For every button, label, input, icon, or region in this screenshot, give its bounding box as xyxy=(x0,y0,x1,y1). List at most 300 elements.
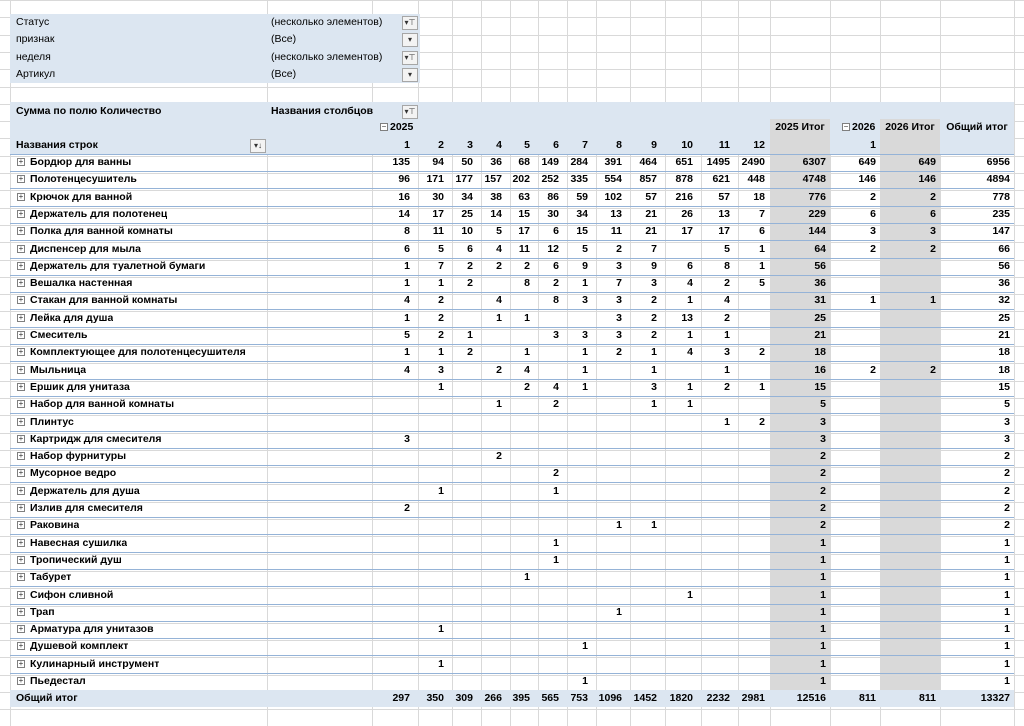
grand-total-cell: 2 xyxy=(1004,502,1010,514)
data-cell xyxy=(481,517,506,534)
data-cell xyxy=(596,552,626,569)
data-cell: 1 xyxy=(438,346,444,358)
data-cell: 8 xyxy=(404,225,410,237)
data-cell xyxy=(567,604,592,621)
data-cell: 1 xyxy=(724,329,730,341)
grand-total-cell: 1 xyxy=(1004,606,1010,618)
data-cell: 4 xyxy=(496,294,502,306)
week-2026-cell xyxy=(839,327,880,344)
data-cell: 3 xyxy=(616,329,622,341)
total-2025-cell: 1 xyxy=(820,640,826,652)
data-cell: 2 xyxy=(496,450,502,462)
grand-total-cell: 5 xyxy=(1004,398,1010,410)
row-label[interactable]: Душевой комплект xyxy=(30,640,129,652)
data-cell xyxy=(665,638,697,655)
data-cell xyxy=(596,673,626,690)
data-cell xyxy=(510,656,534,673)
data-cell: 651 xyxy=(675,156,693,168)
filter-value: (Все) xyxy=(271,33,297,45)
total-2026-cell xyxy=(880,604,940,621)
row-label[interactable]: Стакан для ванной комнаты xyxy=(30,294,178,306)
total-2026-cell xyxy=(880,638,940,655)
row-label[interactable]: Арматура для унитазов xyxy=(30,623,154,635)
data-cell: 1 xyxy=(438,381,444,393)
row-label[interactable]: Бордюр для ванны xyxy=(30,156,132,168)
data-cell: 149 xyxy=(541,156,559,168)
total-2025-cell: 25 xyxy=(814,312,826,324)
data-cell: 6 xyxy=(687,260,693,272)
total-cell: 753 xyxy=(570,692,588,704)
expand-row-icon[interactable]: + xyxy=(18,676,24,685)
week-2026-cell xyxy=(839,638,880,655)
data-cell: 2 xyxy=(651,294,657,306)
data-cell: 17 xyxy=(518,225,530,237)
data-cell xyxy=(738,535,769,552)
data-cell: 9 xyxy=(582,260,588,272)
grand-total-cell: 778 xyxy=(992,191,1010,203)
total-2025-cell: 2 xyxy=(820,519,826,531)
data-cell xyxy=(665,414,697,431)
data-cell xyxy=(481,621,506,638)
expand-row-icon[interactable]: + xyxy=(18,572,24,581)
grand-total-cell: 2 xyxy=(1004,467,1010,479)
data-cell: 1 xyxy=(651,398,657,410)
data-cell xyxy=(701,396,734,413)
column-filter-icon[interactable]: ▾⊤ xyxy=(402,105,418,119)
data-cell: 1 xyxy=(438,277,444,289)
row-label[interactable]: Набор для ванной комнаты xyxy=(30,398,175,410)
expand-row-icon[interactable]: + xyxy=(18,434,24,443)
total-2025-cell: 3 xyxy=(820,433,826,445)
expand-row-icon[interactable]: + xyxy=(18,520,24,529)
data-cell xyxy=(510,587,534,604)
week-2026-cell xyxy=(839,535,880,552)
grand-total-cell: 1 xyxy=(1004,537,1010,549)
row-label[interactable]: Полка для ванной комнаты xyxy=(30,225,173,237)
collapse-2026-icon[interactable]: − xyxy=(843,122,849,131)
data-cell: 4 xyxy=(524,364,530,376)
data-cell xyxy=(538,638,563,655)
data-cell xyxy=(596,621,626,638)
data-cell xyxy=(701,569,734,586)
data-cell xyxy=(538,414,563,431)
expand-row-icon[interactable]: + xyxy=(18,659,24,668)
data-cell: 3 xyxy=(553,329,559,341)
data-cell xyxy=(567,500,592,517)
collapse-2025-icon[interactable]: − xyxy=(381,122,387,131)
expand-row-icon[interactable]: + xyxy=(18,226,24,235)
expand-row-icon[interactable]: + xyxy=(18,295,24,304)
row-label[interactable]: Пьедестал xyxy=(30,675,86,687)
grand-total-cell: 147 xyxy=(992,225,1010,237)
data-cell xyxy=(372,517,414,534)
expand-row-icon[interactable]: + xyxy=(18,347,24,356)
data-cell xyxy=(452,448,477,465)
row-label[interactable]: Комплектующее для полотенцесушителя xyxy=(30,346,246,358)
total-2026-cell: 2 xyxy=(930,191,936,203)
grand-total-cell: 1 xyxy=(1004,623,1010,635)
total-2025-cell: 56 xyxy=(814,260,826,272)
data-cell: 59 xyxy=(576,191,588,203)
data-cell: 5 xyxy=(496,225,502,237)
expand-row-icon[interactable]: + xyxy=(18,399,24,408)
row-label[interactable]: Излив для смесителя xyxy=(30,502,143,514)
total-2026-cell xyxy=(880,344,940,361)
row-label[interactable]: Мусорное ведро xyxy=(30,467,117,479)
row-label[interactable]: Ершик для унитаза xyxy=(30,381,130,393)
data-cell: 14 xyxy=(398,208,410,220)
column-labels-header: Названия столбцов xyxy=(271,105,374,117)
week-2026-cell: 146 xyxy=(858,173,876,185)
expand-row-icon[interactable]: + xyxy=(18,486,24,495)
row-label[interactable]: Держатель для душа xyxy=(30,485,140,497)
total-2026-cell xyxy=(880,483,940,500)
data-cell xyxy=(701,483,734,500)
data-cell: 135 xyxy=(392,156,410,168)
week-2026-cell: 3 xyxy=(870,225,876,237)
data-cell xyxy=(665,535,697,552)
data-cell xyxy=(372,379,414,396)
total-2025-cell: 4748 xyxy=(802,173,826,185)
data-cell xyxy=(738,448,769,465)
row-label[interactable]: Держатель для полотенец xyxy=(30,208,168,220)
expand-row-icon[interactable]: + xyxy=(18,538,24,547)
data-cell xyxy=(567,396,592,413)
total-2025-cell: 36 xyxy=(814,277,826,289)
data-cell xyxy=(738,396,769,413)
expand-row-icon[interactable]: + xyxy=(18,209,24,218)
data-cell xyxy=(481,414,506,431)
data-cell xyxy=(596,379,626,396)
data-cell: 16 xyxy=(398,191,410,203)
data-cell xyxy=(538,500,563,517)
total-2026-cell xyxy=(880,414,940,431)
week-2026-cell xyxy=(839,673,880,690)
data-cell xyxy=(510,414,534,431)
data-cell xyxy=(538,587,563,604)
total-2026-cell xyxy=(880,465,940,482)
data-cell xyxy=(738,362,769,379)
data-cell xyxy=(372,604,414,621)
week-2026-cell xyxy=(839,552,880,569)
expand-row-icon[interactable]: + xyxy=(18,244,24,253)
expand-row-icon[interactable]: + xyxy=(18,261,24,270)
expand-row-icon[interactable]: + xyxy=(18,555,24,564)
data-cell xyxy=(567,517,592,534)
filter-value: (несколько элементов) xyxy=(271,51,383,63)
row-label[interactable]: Мыльница xyxy=(30,364,87,376)
total-week-2026-cell: 811 xyxy=(859,692,876,704)
data-cell: 50 xyxy=(461,156,473,168)
data-cell: 216 xyxy=(675,191,693,203)
data-cell xyxy=(738,569,769,586)
data-cell: 1 xyxy=(759,260,765,272)
data-cell xyxy=(630,448,661,465)
row-label[interactable]: Набор фурнитуры xyxy=(30,450,127,462)
total-2026-cell xyxy=(880,310,940,327)
data-cell xyxy=(481,673,506,690)
grid-line xyxy=(0,87,1024,88)
data-cell xyxy=(452,604,477,621)
data-cell: 1 xyxy=(724,364,730,376)
row-label[interactable]: Тропический душ xyxy=(30,554,122,566)
data-cell xyxy=(418,587,448,604)
data-cell xyxy=(538,673,563,690)
data-cell: 1 xyxy=(582,381,588,393)
data-cell: 3 xyxy=(404,433,410,445)
data-cell xyxy=(665,552,697,569)
data-cell xyxy=(738,673,769,690)
expand-row-icon[interactable]: + xyxy=(18,468,24,477)
data-cell: 1 xyxy=(616,606,622,618)
data-cell xyxy=(481,587,506,604)
data-cell xyxy=(452,379,477,396)
expand-row-icon[interactable]: + xyxy=(18,157,24,166)
data-cell: 2 xyxy=(404,502,410,514)
grand-total-cell: 4894 xyxy=(986,173,1010,185)
data-cell xyxy=(701,448,734,465)
total-2026-cell: 2 xyxy=(930,364,936,376)
filter-dropdown-icon[interactable]: ▾⊤ xyxy=(402,16,418,30)
expand-row-icon[interactable]: + xyxy=(18,624,24,633)
row-label[interactable]: Держатель для туалетной бумаги xyxy=(30,260,206,272)
data-cell: 34 xyxy=(576,208,588,220)
data-cell: 2 xyxy=(496,260,502,272)
data-cell: 1 xyxy=(496,398,502,410)
filter-dropdown-icon[interactable]: ▾⊤ xyxy=(402,51,418,65)
data-cell xyxy=(701,673,734,690)
week-header: 1 xyxy=(404,139,410,151)
expand-row-icon[interactable]: + xyxy=(18,417,24,426)
expand-row-icon[interactable]: + xyxy=(18,503,24,512)
row-label[interactable]: Вешалка настенная xyxy=(30,277,133,289)
row-label[interactable]: Кулинарный инструмент xyxy=(30,658,160,670)
total-2025-cell: 6307 xyxy=(802,156,826,168)
data-cell xyxy=(538,656,563,673)
data-cell xyxy=(452,638,477,655)
data-cell: 621 xyxy=(712,173,730,185)
data-cell xyxy=(372,638,414,655)
data-cell: 6 xyxy=(759,225,765,237)
grand-total-cell: 2 xyxy=(1004,519,1010,531)
data-cell xyxy=(665,465,697,482)
data-cell: 30 xyxy=(547,208,559,220)
data-cell xyxy=(418,638,448,655)
total-2025-cell: 2 xyxy=(820,450,826,462)
week-header: 3 xyxy=(467,139,473,151)
row-label[interactable]: Смеситель xyxy=(30,329,88,341)
week-2026-cell xyxy=(839,483,880,500)
expand-row-icon[interactable]: + xyxy=(18,590,24,599)
row-label[interactable]: Трап xyxy=(30,606,55,618)
data-cell: 1 xyxy=(582,675,588,687)
expand-row-icon[interactable]: + xyxy=(18,192,24,201)
total-2026-cell xyxy=(880,587,940,604)
week-header-2026: 1 xyxy=(870,139,876,151)
data-cell xyxy=(481,327,506,344)
data-cell: 2 xyxy=(438,329,444,341)
data-cell: 2 xyxy=(724,277,730,289)
row-label[interactable]: Картридж для смесителя xyxy=(30,433,162,445)
row-label[interactable]: Плинтус xyxy=(30,416,74,428)
data-cell: 5 xyxy=(724,243,730,255)
data-cell: 25 xyxy=(461,208,473,220)
expand-row-icon[interactable]: + xyxy=(18,330,24,339)
dropdown-icon[interactable]: ▾ xyxy=(402,68,418,82)
week-2026-cell: 2 xyxy=(870,243,876,255)
week-header: 6 xyxy=(553,139,559,151)
year-2025: 2025 xyxy=(390,121,414,133)
grand-total-cell: 1 xyxy=(1004,589,1010,601)
data-cell xyxy=(418,517,448,534)
row-label[interactable]: Крючок для ванной xyxy=(30,191,133,203)
row-label[interactable]: Табурет xyxy=(30,571,72,583)
total-2025-cell: 21 xyxy=(814,329,826,341)
data-cell xyxy=(567,552,592,569)
expand-row-icon[interactable]: + xyxy=(18,382,24,391)
week-header: 9 xyxy=(651,139,657,151)
data-cell: 7 xyxy=(759,208,765,220)
row-label[interactable]: Диспенсер для мыла xyxy=(30,243,141,255)
data-cell xyxy=(372,465,414,482)
total-cell: 2232 xyxy=(706,692,730,704)
data-cell: 8 xyxy=(724,260,730,272)
data-cell: 1 xyxy=(616,519,622,531)
data-cell: 1 xyxy=(404,277,410,289)
total-2026-cell xyxy=(880,656,940,673)
data-cell xyxy=(630,414,661,431)
data-cell: 1 xyxy=(438,485,444,497)
data-cell xyxy=(630,535,661,552)
data-cell: 554 xyxy=(604,173,622,185)
week-2026-cell: 2 xyxy=(870,364,876,376)
data-cell xyxy=(701,535,734,552)
expand-row-icon[interactable]: + xyxy=(18,313,24,322)
data-cell: 2 xyxy=(467,260,473,272)
data-cell xyxy=(510,621,534,638)
data-cell xyxy=(630,604,661,621)
data-cell: 3 xyxy=(651,277,657,289)
data-cell: 6 xyxy=(553,260,559,272)
grand-total-cell: 32 xyxy=(998,294,1010,306)
data-cell: 4 xyxy=(687,346,693,358)
row-label[interactable]: Лейка для душа xyxy=(30,312,114,324)
week-2026-cell xyxy=(839,344,880,361)
total-2025-cell: 18 xyxy=(814,346,826,358)
data-cell: 2 xyxy=(724,381,730,393)
grid-line xyxy=(0,709,1024,710)
data-cell: 6 xyxy=(553,225,559,237)
data-cell xyxy=(481,569,506,586)
data-cell xyxy=(510,673,534,690)
expand-row-icon[interactable]: + xyxy=(18,641,24,650)
data-cell: 1 xyxy=(687,381,693,393)
data-cell xyxy=(372,621,414,638)
data-cell xyxy=(481,500,506,517)
data-cell: 17 xyxy=(681,225,693,237)
data-cell: 177 xyxy=(455,173,473,185)
data-cell xyxy=(630,500,661,517)
data-cell: 7 xyxy=(438,260,444,272)
expand-row-icon[interactable]: + xyxy=(18,174,24,183)
data-cell xyxy=(738,500,769,517)
data-cell: 12 xyxy=(547,243,559,255)
row-label[interactable]: Раковина xyxy=(30,519,80,531)
data-cell: 3 xyxy=(582,329,588,341)
data-cell xyxy=(665,241,697,258)
data-cell: 1 xyxy=(651,519,657,531)
data-cell: 30 xyxy=(432,191,444,203)
week-2026-cell xyxy=(839,465,880,482)
data-cell: 4 xyxy=(553,381,559,393)
row-label[interactable]: Сифон сливной xyxy=(30,589,114,601)
data-cell xyxy=(596,431,626,448)
data-cell xyxy=(630,465,661,482)
data-cell xyxy=(630,587,661,604)
data-cell xyxy=(665,656,697,673)
data-cell xyxy=(510,552,534,569)
row-label[interactable]: Навесная сушилка xyxy=(30,537,128,549)
row-sort-filter-icon[interactable]: ▾↓ xyxy=(250,139,266,153)
data-cell: 1 xyxy=(651,346,657,358)
week-2026-cell xyxy=(839,448,880,465)
row-label[interactable]: Полотенцесушитель xyxy=(30,173,137,185)
expand-row-icon[interactable]: + xyxy=(18,278,24,287)
data-cell xyxy=(372,656,414,673)
data-cell: 102 xyxy=(604,191,622,203)
data-cell xyxy=(596,414,626,431)
week-2026-cell xyxy=(839,396,880,413)
total-2025-cell: 1 xyxy=(820,537,826,549)
grand-total-cell: 1 xyxy=(1004,675,1010,687)
data-cell: 17 xyxy=(432,208,444,220)
expand-row-icon[interactable]: + xyxy=(18,451,24,460)
data-cell: 335 xyxy=(570,173,588,185)
data-cell: 464 xyxy=(639,156,657,168)
data-cell xyxy=(630,673,661,690)
grid-line xyxy=(0,0,1024,1)
data-cell: 3 xyxy=(582,294,588,306)
data-cell: 157 xyxy=(484,173,502,185)
expand-row-icon[interactable]: + xyxy=(18,607,24,616)
total-2025-cell: 2 xyxy=(820,485,826,497)
data-cell: 2 xyxy=(616,243,622,255)
data-cell: 2 xyxy=(438,294,444,306)
data-cell xyxy=(452,552,477,569)
week-2026-cell xyxy=(839,431,880,448)
total-2026-cell xyxy=(880,258,940,275)
data-cell xyxy=(701,465,734,482)
data-cell xyxy=(701,517,734,534)
dropdown-icon[interactable]: ▾ xyxy=(402,33,418,47)
data-cell xyxy=(596,448,626,465)
total-2025-cell: 3 xyxy=(820,416,826,428)
data-cell: 2 xyxy=(724,312,730,324)
data-cell xyxy=(481,275,506,292)
grand-total-cell: 1 xyxy=(1004,658,1010,670)
data-cell: 1 xyxy=(687,589,693,601)
data-cell xyxy=(418,414,448,431)
data-cell: 391 xyxy=(604,156,622,168)
grand-total-cell: 3 xyxy=(1004,416,1010,428)
data-cell xyxy=(630,431,661,448)
data-cell xyxy=(567,621,592,638)
total-2025-cell: 1 xyxy=(820,675,826,687)
data-cell: 3 xyxy=(651,381,657,393)
expand-row-icon[interactable]: + xyxy=(18,365,24,374)
data-cell: 13 xyxy=(610,208,622,220)
week-2026-cell xyxy=(839,569,880,586)
